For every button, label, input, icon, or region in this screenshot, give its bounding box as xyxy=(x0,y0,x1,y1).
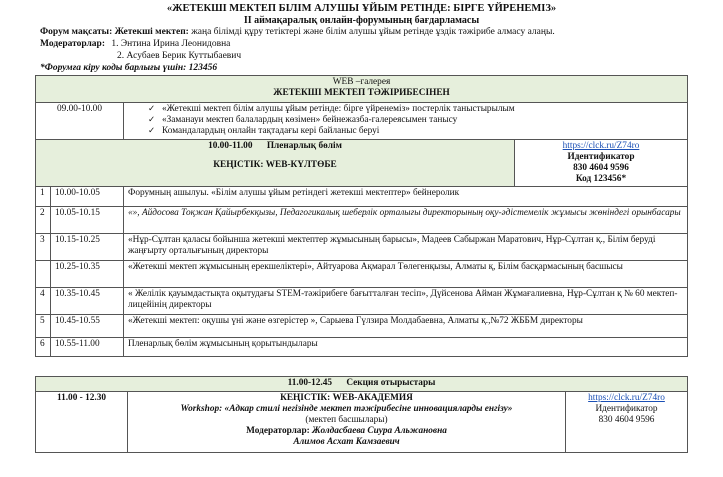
row-number xyxy=(36,260,51,287)
plenary-space-name: КЕҢІСТІК: WEB-КҮЛТӨБЕ xyxy=(213,159,337,170)
row-number: 5 xyxy=(36,314,51,337)
section-moderators xyxy=(132,426,561,437)
gallery-items xyxy=(124,103,688,140)
row-number: 6 xyxy=(36,337,51,356)
section-table xyxy=(35,376,688,453)
section-id: 830 4604 9596 xyxy=(598,414,655,425)
section-row-time: 11.00 - 12.30 xyxy=(36,392,128,453)
moderator-2: 2. Асубаев Берик Куттыбаевич xyxy=(117,51,242,61)
page-subtitle: II аймақаралық онлайн-форумының бағдарламасы xyxy=(243,15,480,26)
section-row xyxy=(36,392,688,453)
table-row xyxy=(36,186,688,206)
gallery-row xyxy=(36,103,688,140)
plenary-time: 10.00-11.00 xyxy=(208,141,253,151)
purpose-label: Форум мақсаты: Жетекші мектеп: xyxy=(40,27,189,37)
plenary-id: 830 4604 9596 xyxy=(573,162,629,173)
plenary-title xyxy=(40,141,510,152)
row-number: 1 xyxy=(36,186,51,206)
row-text: «Нұр-Сұлтан қаласы бойынша жетекші мектептер жұмысының барысы», Мадеев Сабыржан Маратович, Нұр-Сұлтан қ., Білім беруді жаңғырту орталығының директоры xyxy=(124,233,688,260)
moderator-1: 1. Энтина Ирина Леонидовна xyxy=(111,39,231,49)
section-link[interactable]: https://clck.ru/Z74ro xyxy=(588,393,665,403)
row-number: 2 xyxy=(36,206,51,233)
gallery-item: ✓ Командалардың онлайн тақтадағы кері байланыс беруі xyxy=(148,126,683,137)
section-moderator-1: Жолдасбаева Сиyра Альжановна xyxy=(312,425,447,436)
gallery-item: ✓ «Заманауи мектеп балалардың көзімен» бейнежазба-галереясымен танысу xyxy=(148,115,683,126)
plenary-header-row xyxy=(36,140,688,187)
moderators-line xyxy=(40,39,230,50)
plenary-label: Пленарлық бөлім xyxy=(266,141,342,151)
row-time: 10.05-10.15 xyxy=(51,206,124,233)
workshop-title: Workshop: «Адкар стилі негізінде мектеп тәжірибесіне инновацияларды енгізу» xyxy=(180,403,513,414)
row-text: Форумның ашылуы. «Білім алушы ұйым ретіндегі жетекші мектептер» бейнеролик xyxy=(124,186,688,206)
page-title: «ЖЕТЕКШІ МЕКТЕП БІЛІМ АЛУШЫ ҰЙЫМ РЕТІНДЕ: БІРГЕ ҮЙРЕНЕМІЗ» xyxy=(166,3,557,14)
plenary-id-label: Идентификатор xyxy=(567,151,635,162)
table-row xyxy=(36,287,688,314)
row-time: 10.00-10.05 xyxy=(51,186,124,206)
workshop-audience: (мектеп басшылары) xyxy=(305,414,388,425)
row-time: 10.25-10.35 xyxy=(51,260,124,287)
table-row xyxy=(36,206,688,233)
row-text: « Желілік қауымдастықта оқытудағы STEM-тәжірибеге бағытталған тесіп», Дүйсенова Айман Жұмағалиевна, Нұр-Сұлтан қ № 60 мектеп-лицейінің директоры xyxy=(124,287,688,314)
plenary-code: Код 123456* xyxy=(575,173,627,184)
section-space-name: КЕҢІСТІК: WEB-АКАДЕМИЯ xyxy=(280,393,413,403)
row-text: Пленарлық бөлім жұмысының қорытындылары xyxy=(124,337,688,356)
row-text: «Жетекші мектеп: оқушы үні және өзгерістер », Сарыева Гүлзира Молдабаевна, Алматы қ.,№72 ЖББМ директоры xyxy=(124,314,688,337)
gallery-title: WEB –галерея xyxy=(332,77,391,87)
section-id-label: Идентификатор xyxy=(595,403,658,414)
moderators-label: Модераторлар: xyxy=(40,39,105,49)
plenary-connection xyxy=(515,140,688,187)
row-time: 10.15-10.25 xyxy=(51,233,124,260)
section-moderators-label: Модераторлар: xyxy=(246,425,310,436)
row-time: 10.55-11.00 xyxy=(51,337,124,356)
access-code-note: *Форумға кіру коды барлығы үшін: 123456 xyxy=(40,63,218,73)
table-row xyxy=(36,314,688,337)
section-header-row xyxy=(36,377,688,392)
section-connection xyxy=(566,392,688,453)
row-time: 10.35-10.45 xyxy=(51,287,124,314)
table-row xyxy=(36,337,688,356)
plenary-link[interactable]: https://clck.ru/Z74ro xyxy=(562,141,640,151)
plenary-header xyxy=(36,140,515,187)
row-text: «Жетекші мектеп жұмысының ерекшеліктері», Айтуарова Ақмарал Төлегенқызы, Алматы қ, Білім басқармасының басшысы xyxy=(124,260,688,287)
section-time: 11.00-12.45 xyxy=(287,378,333,388)
gallery-header-row xyxy=(36,76,688,103)
program-table xyxy=(35,75,688,357)
row-number: 3 xyxy=(36,233,51,260)
section-label: Секция отырыстары xyxy=(346,378,436,388)
gallery-subtitle: ЖЕТЕКШІ МЕКТЕП ТӘЖІРИБЕСІНЕН xyxy=(273,87,450,98)
row-number: 4 xyxy=(36,287,51,314)
gallery-checklist xyxy=(128,104,683,137)
forum-purpose xyxy=(40,27,555,38)
row-text: «», Айдосова Тоқжан Қайырбекқызы, Педагогикалық шеберлік орталығы директорының оқу-әдістемелік жұмысы жөніндегі орынбасары xyxy=(124,206,688,233)
table-row xyxy=(36,260,688,287)
section-moderator-2: Алимов Асхат Камзаевич xyxy=(293,436,400,447)
section-header xyxy=(36,377,688,392)
purpose-text: жаңа білімді құру тетіктері және білім алушы ұйым ретінде ұздік тәжірибе алмасу алаңы. xyxy=(188,27,555,37)
gallery-item: ✓ «Жетекші мектеп білім алушы ұйым ретінде: бірге үйренеміз» постерлік таныстырылым xyxy=(148,104,683,115)
row-time: 10.45-10.55 xyxy=(51,314,124,337)
section-details xyxy=(128,392,566,453)
table-row xyxy=(36,233,688,260)
gallery-time: 09.00-10.00 xyxy=(36,103,124,140)
gallery-header xyxy=(36,76,688,103)
